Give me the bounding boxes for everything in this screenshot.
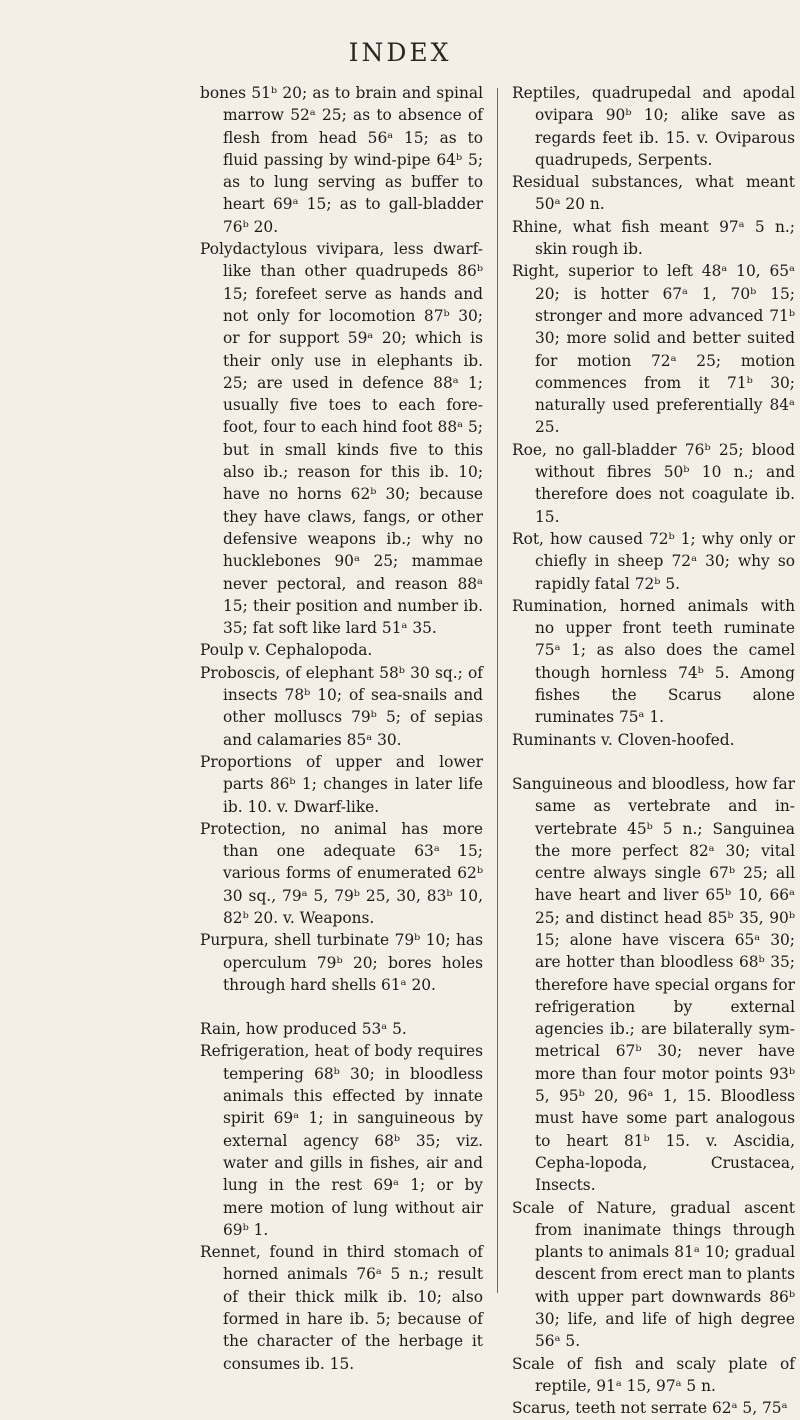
letter-section-gap (200, 996, 483, 1018)
column-divider (497, 88, 498, 1293)
index-entry: Protection, no animal has more than one adequate 63ᵃ 15; various forms of enumerated 62ᵇ 30 sq., 79ᵃ 5, 79ᵇ 25, 30, 83ᵇ 10, 82ᵇ 20. v. Weapons. (200, 819, 483, 927)
index-entry: Sanguineous and bloodless, how far same as vertebrate and in-vertebrate 45ᵇ 5 n.; Sanguinea the more perfect 82ᵃ 30; vital centre always single 67ᵇ 25; all have heart and liver 65ᵇ 10, 66ᵃ 25; and distinct head 85ᵇ 35, 90ᵇ 15; alone have viscera 65ᵃ 30; are hotter than bloodless 68ᵇ 35; therefore have special organs for refrigeration by external agencies ib.; are bilaterally sym-metrical 67ᵇ 30; never have more than four motor points 93ᵇ 5, 95ᵇ 20, 96ᵃ 1, 15. Bloodless must have some part analogous to heart 81ᵇ 15. v. Ascidia, Cepha-lopoda, Crustacea, Insects. (512, 774, 795, 1195)
index-entry: Roe, no gall-bladder 76ᵇ 25; blood without fibres 50ᵇ 10 n.; and therefore does not coagulate ib. 15. (512, 440, 795, 526)
index-entry: Scale of fish and scaly plate of reptile, 91ᵃ 15, 97ᵃ 5 n. (512, 1354, 795, 1395)
index-entry: Reptiles, quadrupedal and apodal ovipara 90ᵇ 10; alike save as regards feet ib. 15. v. Oviparous quadrupeds, Serpents. (512, 84, 795, 169)
index-entry: Scale of Nature, gradual ascent from inanimate things through plants to animals 81ᵃ 10; gradual descent from erect man to plants with upper part downwards 86ᵇ 30; life, and life of high degree 56ᵃ 5. (512, 1198, 795, 1351)
index-entry: Proboscis, of elephant 58ᵇ 30 sq.; of insects 78ᵇ 10; of sea-snails and other molluscs 79ᵇ 5; of sepias and calamaries 85ᵃ 30. (200, 663, 483, 749)
index-entry: bones 51ᵇ 20; as to brain and spinal marrow 52ᵃ 25; as to absence of flesh from head 56ᵃ 15; as to fluid passing by wind-pipe 64ᵇ 5; as to lung serving as buffer to heart 69ᵃ 15; as to gall-bladder 76ᵇ 20. (200, 84, 483, 236)
index-entry: Rumination, horned animals with no upper front teeth ruminate 75ᵃ 1; as also does the camel though hornless 74ᵇ 5. Among fishes the Scarus alone ruminates 75ᵃ 1. (512, 596, 795, 727)
index-entry: Ruminants v. Cloven-hoofed. (512, 730, 735, 749)
index-entry: Scarus, teeth not serrate 62ᵃ 5, 75ᵃ (512, 1399, 788, 1418)
index-entry: Polydactylous vivipara, less dwarf-like than other quadrupeds 86ᵇ 15; forefeet serve as hands and not only for locomotion 87ᵇ 30; or for support 59ᵃ 20; which is their only use in elephants ib. 25; are used in defence 88ᵃ 1; usually five toes to each fore-foot, four to each hind foot 88ᵃ 5; but in small kinds five to this also ib.; reason for this ib. 10; have no horns 62ᵇ 30; because they have claws, fangs, or other defensive weapons ib.; why no hucklebones 90ᵃ 25; mammae never pectoral, and reason 88ᵃ 15; their position and number ib. 35; fat soft like lard 51ᵃ 35. (200, 240, 483, 638)
index-entry: Right, superior to left 48ᵃ 10, 65ᵃ 20; is hotter 67ᵃ 1, 70ᵇ 15; stronger and more advanced 71ᵇ 30; more solid and better suited for motion 72ᵃ 25; motion commences from it 71ᵇ 30; naturally used preferentially 84ᵃ 25. (512, 262, 795, 437)
index-entry: Refrigeration, heat of body requires tempering 68ᵇ 30; in bloodless animals this effected by innate spirit 69ᵃ 1; in sanguineous by external agency 68ᵇ 35; viz. water and gills in fishes, air and lung in the rest 69ᵃ 1; or by mere motion of lung without air 69ᵇ 1. (200, 1042, 483, 1239)
index-entry: Rennet, found in third stomach of horned animals 76ᵃ 5 n.; result of their thick milk ib. 10; also formed in hare ib. 5; because of the character of the herbage it consumes ib. 15. (200, 1243, 483, 1373)
index-entry: Proportions of upper and lower parts 86ᵇ 1; changes in later life ib. 10. v. Dwarf-like. (200, 752, 483, 816)
index-entry: Rot, how caused 72ᵇ 1; why only or chiefly in sheep 72ᵃ 30; why so rapidly fatal 72ᵇ 5. (512, 529, 795, 593)
index-column-left (200, 82, 483, 1375)
index-entry: Rain, how produced 53ᵃ 5. (200, 1020, 407, 1039)
index-entry: Poulp v. Cephalopoda. (200, 641, 373, 660)
index-column-right (512, 82, 795, 1420)
index-entry: Rhine, what fish meant 97ᵃ 5 n.; skin rough ib. (512, 217, 795, 259)
index-entry: Residual substances, what meant 50ᵃ 20 n. (512, 173, 795, 214)
running-head: INDEX (348, 38, 452, 67)
letter-section-gap (512, 751, 795, 773)
index-entry: Purpura, shell turbinate 79ᵇ 10; has operculum 79ᵇ 20; bores holes through hard shells 61ᵃ 20. (200, 931, 483, 994)
